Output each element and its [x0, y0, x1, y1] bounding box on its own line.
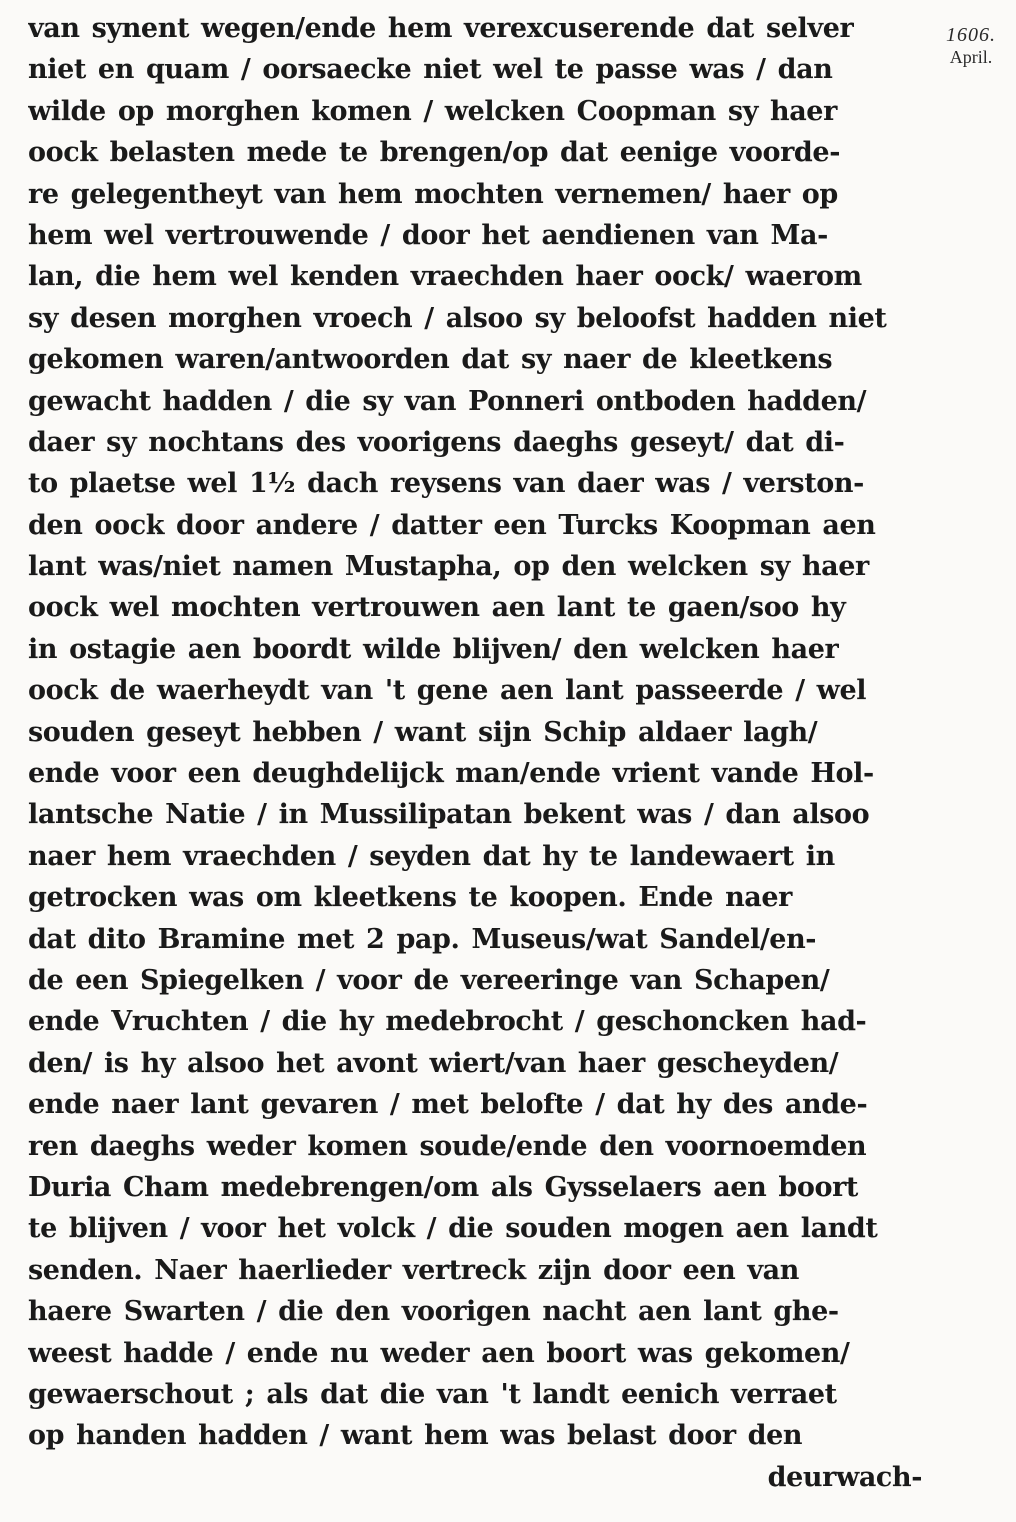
text-line: gewaerschout ; als dat die van 't landt eenich verraet [28, 1378, 837, 1410]
text-line: getrocken was om kleetkens te koopen. Ende naer [28, 882, 793, 914]
text-line: niet en quam / oorsaecke niet wel te passe was / dan [28, 54, 833, 86]
text-line: de een Spiegelken / voor de vereeringe van Schapen/ [28, 964, 830, 996]
text-line: hem wel vertrouwende / door het aendienen van Ma- [28, 219, 828, 251]
text-line: lan, die hem wel kenden vraechden haer oock/ waerom [28, 261, 862, 293]
text-line: oock belasten mede te brengen/op dat eenige voorde- [28, 137, 840, 169]
text-line: senden. Naer haerlieder vertreck zijn door een van [28, 1254, 800, 1286]
text-line: oock wel mochten vertrouwen aen lant te gaen/soo hy [28, 592, 846, 624]
body-text [28, 8, 928, 1498]
text-line: Duria Cham medebrengen/om als Gysselaers aen boort [28, 1171, 858, 1203]
text-line: in ostagie aen boordt wilde blijven/ den welcken haer [28, 633, 839, 665]
text-line: lant was/niet namen Mustapha, op den welcken sy haer [28, 551, 869, 583]
text-line: weest hadde / ende nu weder aen boort was gekomen/ [28, 1337, 850, 1369]
text-line: haere Swarten / die den voorigen nacht aen lant ghe- [28, 1296, 839, 1328]
text-line: to plaetse wel 1½ dach reysens van daer was / verston- [28, 468, 864, 500]
text-line: gewacht hadden / die sy van Ponneri ontboden hadden/ [28, 385, 867, 417]
text-line: ren daeghs weder komen soude/ende den voornoemden [28, 1130, 867, 1162]
text-line: souden geseyt hebben / want sijn Schip aldaer lagh/ [28, 716, 818, 748]
text-line: daer sy nochtans des voorigens daeghs geseyt/ dat di- [28, 426, 845, 458]
text-line: dat dito Bramine met 2 pap. Museus/wat Sandel/en- [28, 923, 817, 955]
text-line: gekomen waren/antwoorden dat sy naer de kleetkens [28, 344, 833, 376]
text-line: van synent wegen/ende hem verexcuserende dat selver [28, 13, 854, 44]
text-line: op handen hadden / want hem was belast door den [28, 1420, 803, 1452]
text-line: sy desen morghen vroech / alsoo sy beloofst hadden niet [28, 302, 887, 334]
text-line: ende naer lant gevaren / met belofte / dat hy des ande- [28, 1089, 868, 1121]
text-line: ende voor een deughdelijck man/ende vrient vande Hol- [28, 758, 874, 790]
margin-year: 1606. [946, 24, 996, 46]
text-line: oock de waerheydt van 't gene aen lant passeerde / wel [28, 675, 867, 707]
text-line: den oock door andere / datter een Turcks Koopman aen [28, 509, 876, 541]
text-line: re gelegentheyt van hem mochten vernemen/ haer op [28, 178, 838, 210]
catchword: deurwach- [767, 1461, 922, 1493]
text-line: naer hem vraechden / seyden dat hy te landewaert in [28, 840, 835, 872]
margin-month: April. [949, 47, 993, 67]
text-line: ende Vruchten / die hy medebrocht / geschoncken had- [28, 1006, 867, 1038]
text-line: lantsche Natie / in Mussilipatan bekent was / dan alsoo [28, 799, 870, 831]
text-line: den/ is hy alsoo het avont wiert/van haer gescheyden/ [28, 1047, 839, 1079]
text-line: te blijven / voor het volck / die souden mogen aen landt [28, 1213, 878, 1245]
margin-note [932, 24, 1010, 68]
text-line: wilde op morghen komen / welcken Coopman sy haer [28, 95, 837, 127]
